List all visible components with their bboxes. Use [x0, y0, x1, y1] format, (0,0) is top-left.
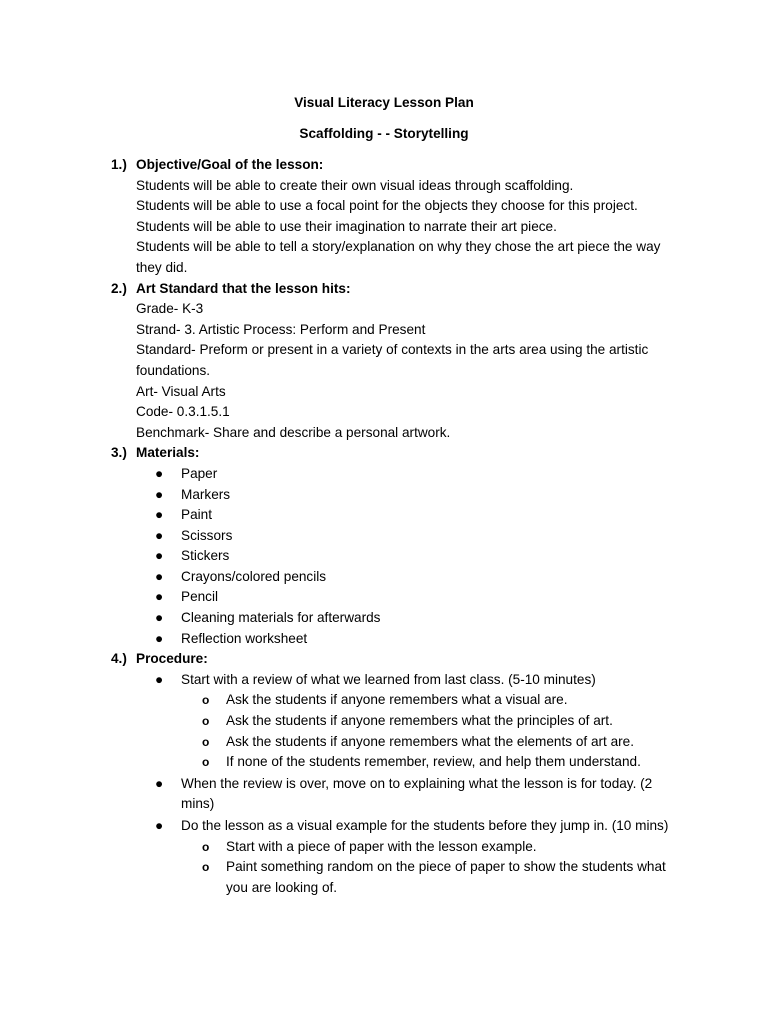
standard-line-strand: Strand- 3. Artistic Process: Perform and Present [136, 321, 426, 337]
bullet-icon: ● [155, 465, 164, 481]
sub-bullet-icon: o [202, 714, 210, 729]
materials-item-text: Scissors [181, 527, 233, 543]
section-4-heading [0, 649, 768, 670]
materials-item-text: Paper [181, 465, 218, 481]
section-4-number: 4.) [111, 651, 127, 667]
procedure-substep-text: Ask the students if anyone remembers what the elements of art are. [226, 733, 635, 749]
section-1-heading [0, 155, 768, 176]
procedure-step [0, 816, 768, 837]
materials-list-item [0, 526, 768, 547]
section-1-heading-text: Objective/Goal of the lesson: [136, 157, 324, 172]
materials-list-item [0, 629, 768, 650]
materials-item-text: Markers [181, 486, 231, 502]
bullet-icon: ● [155, 486, 164, 502]
sub-bullet-icon: o [202, 839, 210, 854]
section-2-number: 2.) [111, 280, 127, 296]
procedure-substep [0, 732, 768, 753]
objective-line: Students will be able to tell a story/explanation on why they chose the art piece the way they did. [136, 239, 661, 275]
materials-list-item [0, 464, 768, 485]
procedure-step-text: Do the lesson as a visual example for the students before they jump in. (10 mins) [181, 818, 669, 833]
bullet-icon: ● [155, 568, 164, 584]
section-2-heading-text: Art Standard that the lesson hits: [136, 280, 351, 296]
procedure-step [0, 774, 768, 815]
bullet-icon: ● [155, 589, 164, 605]
procedure-substep [0, 837, 768, 858]
procedure-substep-text: Ask the students if anyone remembers what the principles of art. [226, 713, 613, 729]
bullet-icon: ● [155, 671, 164, 687]
procedure-step [0, 670, 768, 691]
procedure-substep-text: If none of the students remember, review, and help them understand. [226, 754, 641, 770]
materials-item-text: Reflection worksheet [181, 630, 308, 646]
section-4-heading-text: Procedure: [136, 651, 208, 667]
sub-bullet-icon: o [202, 693, 210, 708]
materials-list-item [0, 608, 768, 629]
document-body [0, 155, 768, 898]
procedure-step-text: When the review is over, move on to explaining what the lesson is for today. (2 mins) [181, 775, 653, 812]
bullet-icon: ● [155, 548, 164, 564]
standard-line-art: Art- Visual Arts [136, 383, 226, 399]
section-1-number: 1.) [111, 157, 127, 172]
section-3-heading [0, 443, 768, 464]
procedure-substep-text: Ask the students if anyone remembers what a visual are. [226, 692, 568, 708]
procedure-step-text: Start with a review of what we learned from last class. (5-10 minutes) [181, 671, 596, 687]
standard-line-code: Code- 0.3.1.5.1 [136, 404, 230, 420]
section-3-number: 3.) [111, 445, 127, 461]
document-title: Visual Literacy Lesson Plan [294, 95, 474, 110]
sub-bullet-icon: o [202, 860, 210, 875]
materials-item-text: Stickers [181, 548, 230, 564]
procedure-substep [0, 690, 768, 711]
sub-bullet-icon: o [202, 734, 210, 749]
sub-bullet-icon: o [202, 755, 210, 770]
document-subtitle: Scaffolding - - Storytelling [299, 126, 469, 141]
materials-list-item [0, 485, 768, 506]
section-3-heading-text: Materials: [136, 445, 200, 461]
bullet-icon: ● [155, 610, 164, 626]
materials-item-text: Pencil [181, 589, 219, 605]
section-2-heading [0, 279, 768, 300]
objective-line: Students will be able to use a focal point for the objects they choose for this project. [136, 198, 638, 214]
standard-line-benchmark: Benchmark- Share and describe a personal artwork. [136, 424, 451, 440]
materials-list-item [0, 546, 768, 567]
materials-item-text: Paint [181, 507, 212, 523]
standard-line-grade: Grade- K-3 [136, 301, 204, 317]
bullet-icon: ● [155, 775, 164, 791]
bullet-icon: ● [155, 527, 164, 543]
materials-item-text: Crayons/colored pencils [181, 568, 327, 584]
materials-list-item [0, 567, 768, 588]
bullet-icon: ● [155, 630, 164, 646]
materials-list-item [0, 505, 768, 526]
materials-item-text: Cleaning materials for afterwards [181, 610, 381, 626]
materials-list-item [0, 587, 768, 608]
procedure-substep [0, 857, 768, 898]
objective-line: Students will be able to create their own visual ideas through scaffolding. [136, 177, 574, 193]
procedure-substep [0, 752, 768, 773]
standard-line-standard: Standard- Preform or present in a variety of contexts in the arts area using the artistic foundations. [136, 342, 649, 378]
procedure-substep [0, 711, 768, 732]
bullet-icon: ● [155, 818, 164, 833]
objective-line: Students will be able to use their imagination to narrate their art piece. [136, 218, 557, 234]
procedure-substep-text: Start with a piece of paper with the lesson example. [226, 838, 537, 854]
procedure-substep-text: Paint something random on the piece of paper to show the students what you are looking of. [226, 859, 666, 895]
bullet-icon: ● [155, 507, 164, 523]
